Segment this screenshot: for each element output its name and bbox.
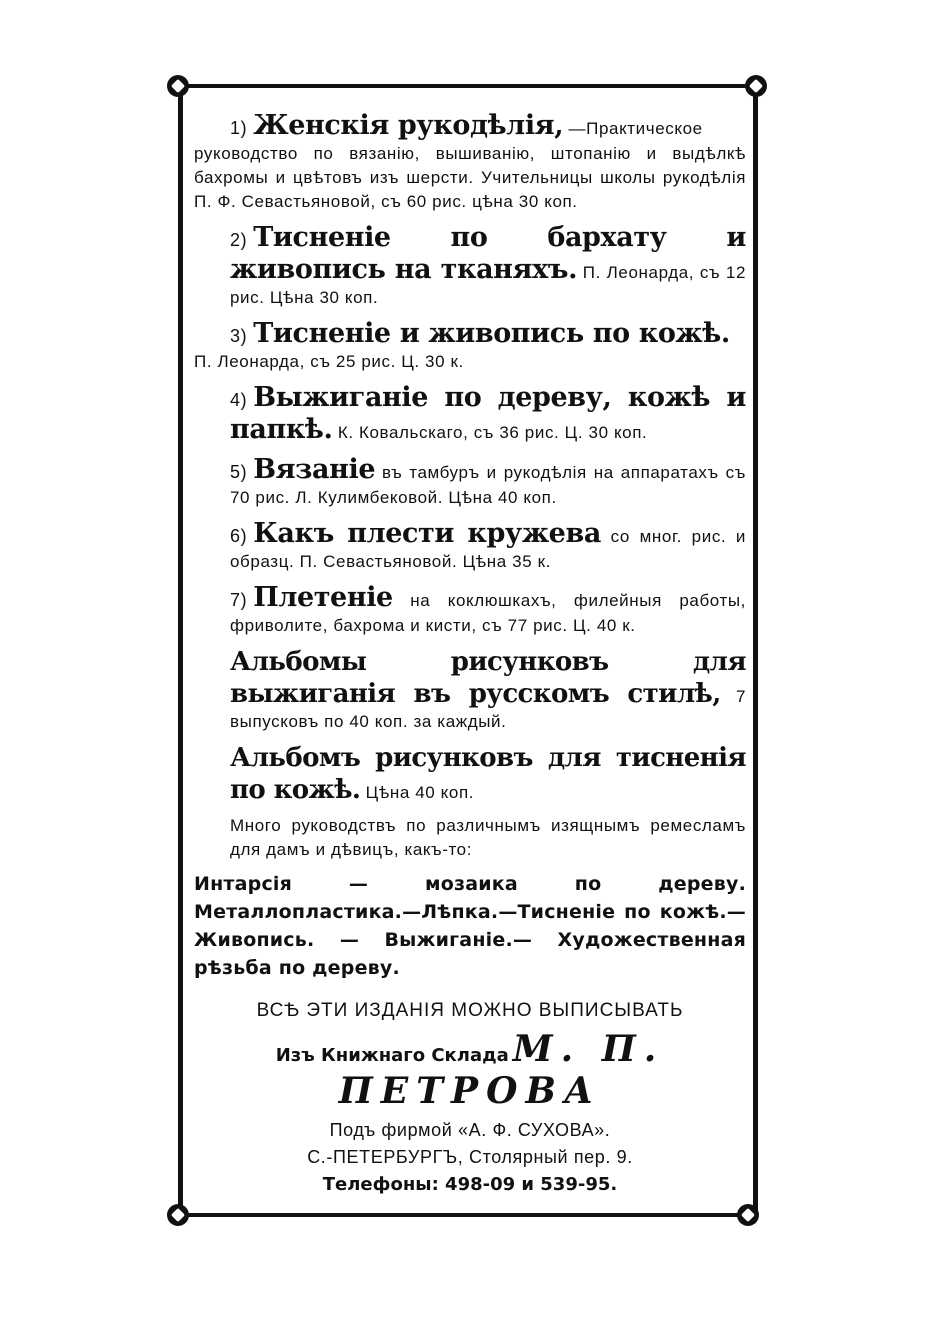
item-title: Тисненіе и живопись по кожѣ.	[253, 318, 730, 349]
item-description: П. Леонарда, съ 25 рис. Ц. 30 к.	[194, 352, 464, 371]
frame-left-rule	[178, 84, 183, 1217]
item-number: 1)	[230, 118, 248, 138]
item-title: Вязаніе	[253, 454, 376, 485]
corner-ornament-icon	[737, 1204, 759, 1226]
item-5	[194, 454, 746, 510]
item-6	[194, 518, 746, 574]
albums-burning	[194, 646, 746, 734]
item-description: на коклюшкахъ, филейныя работы, фриволите, бахрома и кисти, съ 77 рис. Ц. 40 к.	[230, 591, 746, 635]
many-guides-text: Много руководствъ по различнымъ изящнымъ ремесламъ для дамъ и дѣвицъ, какъ-то:	[230, 816, 746, 859]
item-number: 6)	[230, 526, 248, 546]
item-number: 5)	[230, 462, 248, 482]
item-number: 7)	[230, 590, 248, 610]
corner-ornament-icon	[167, 1204, 189, 1226]
item-number: 2)	[230, 230, 248, 250]
item-description: руководство по вязанію, вышиванію, штопанію и выдѣлкѣ бахромы и цвѣтовъ изъ шерсти. Учительницы школы рукодѣлія П. Ф. Севастьяновой, съ 60 рис. цѣна 30 коп.	[194, 144, 746, 211]
crafts-list: Интарсія — мозаика по дереву. Металлопластика.—Лѣпка.—Тисненіе по кожѣ.—Живопись. — Выжиганіе.— Художественная рѣзьба по дереву.	[194, 873, 746, 979]
item-subtitle: —Практическое	[563, 119, 703, 138]
item-description: со мног. рис. и образц. П. Севастьяновой. Цѣна 35 к.	[230, 527, 747, 571]
item-description: П. Леонарда, съ 12 рис. Цѣна 30 коп.	[230, 263, 746, 307]
album-title: Альбомы рисунковъ для выжиганія въ русскомъ стилѣ,	[230, 647, 746, 709]
frame-right-rule	[753, 84, 758, 1217]
address-line: С.-ПЕТЕРБУРГЪ, Столярный пер. 9.	[307, 1147, 633, 1167]
item-description: въ тамбуръ и рукодѣлія на аппаратахъ съ 70 рис. Л. Кулимбековой. Цѣна 40 коп.	[230, 463, 746, 507]
advertisement-body	[194, 110, 746, 1201]
albums-embossing	[194, 742, 746, 806]
item-title: Какъ плести кружева	[253, 518, 601, 549]
many-guides	[194, 814, 746, 862]
album-title: Альбомъ рисунковъ для тисненія по кожѣ.	[230, 743, 746, 805]
item-2	[194, 222, 746, 310]
store-line	[194, 1028, 746, 1112]
item-title: Выжиганіе по дереву, кожѣ и папкѣ.	[230, 382, 746, 445]
item-number: 4)	[230, 390, 248, 410]
item-title: Женскія рукодѣлія,	[253, 110, 564, 141]
frame-bottom-rule	[178, 1213, 748, 1217]
item-title: Тисненіе по бархату и живопись на тканяхъ.	[230, 222, 746, 285]
album-description: Цѣна 40 коп.	[360, 783, 475, 802]
corner-ornament-icon	[745, 75, 767, 97]
firm-line: Подъ фирмой «А. Ф. СУХОВА».	[329, 1120, 611, 1140]
phones-line: Телефоны: 498-09 и 539-95.	[322, 1174, 618, 1195]
item-3	[194, 318, 746, 374]
item-4	[194, 382, 746, 446]
item-7	[194, 582, 746, 638]
store-prefix: Изъ Книжнаго Склада	[275, 1045, 509, 1066]
corner-ornament-icon	[167, 75, 189, 97]
album-description: 7 выпусковъ по 40 коп. за каждый.	[230, 687, 746, 731]
item-number: 3)	[230, 326, 248, 346]
item-1	[194, 110, 746, 214]
item-title: Плетеніе	[253, 582, 393, 613]
all-editions-heading: ВСѢ ЭТИ ИЗДАНІЯ МОЖНО ВЫПИСЫВАТЬ	[256, 1000, 684, 1021]
store-name: М. П. ПЕТРОВА	[338, 1028, 665, 1112]
item-description: К. Ковальскаго, съ 36 рис. Ц. 30 коп.	[332, 423, 648, 442]
frame-top-rule	[178, 84, 758, 88]
